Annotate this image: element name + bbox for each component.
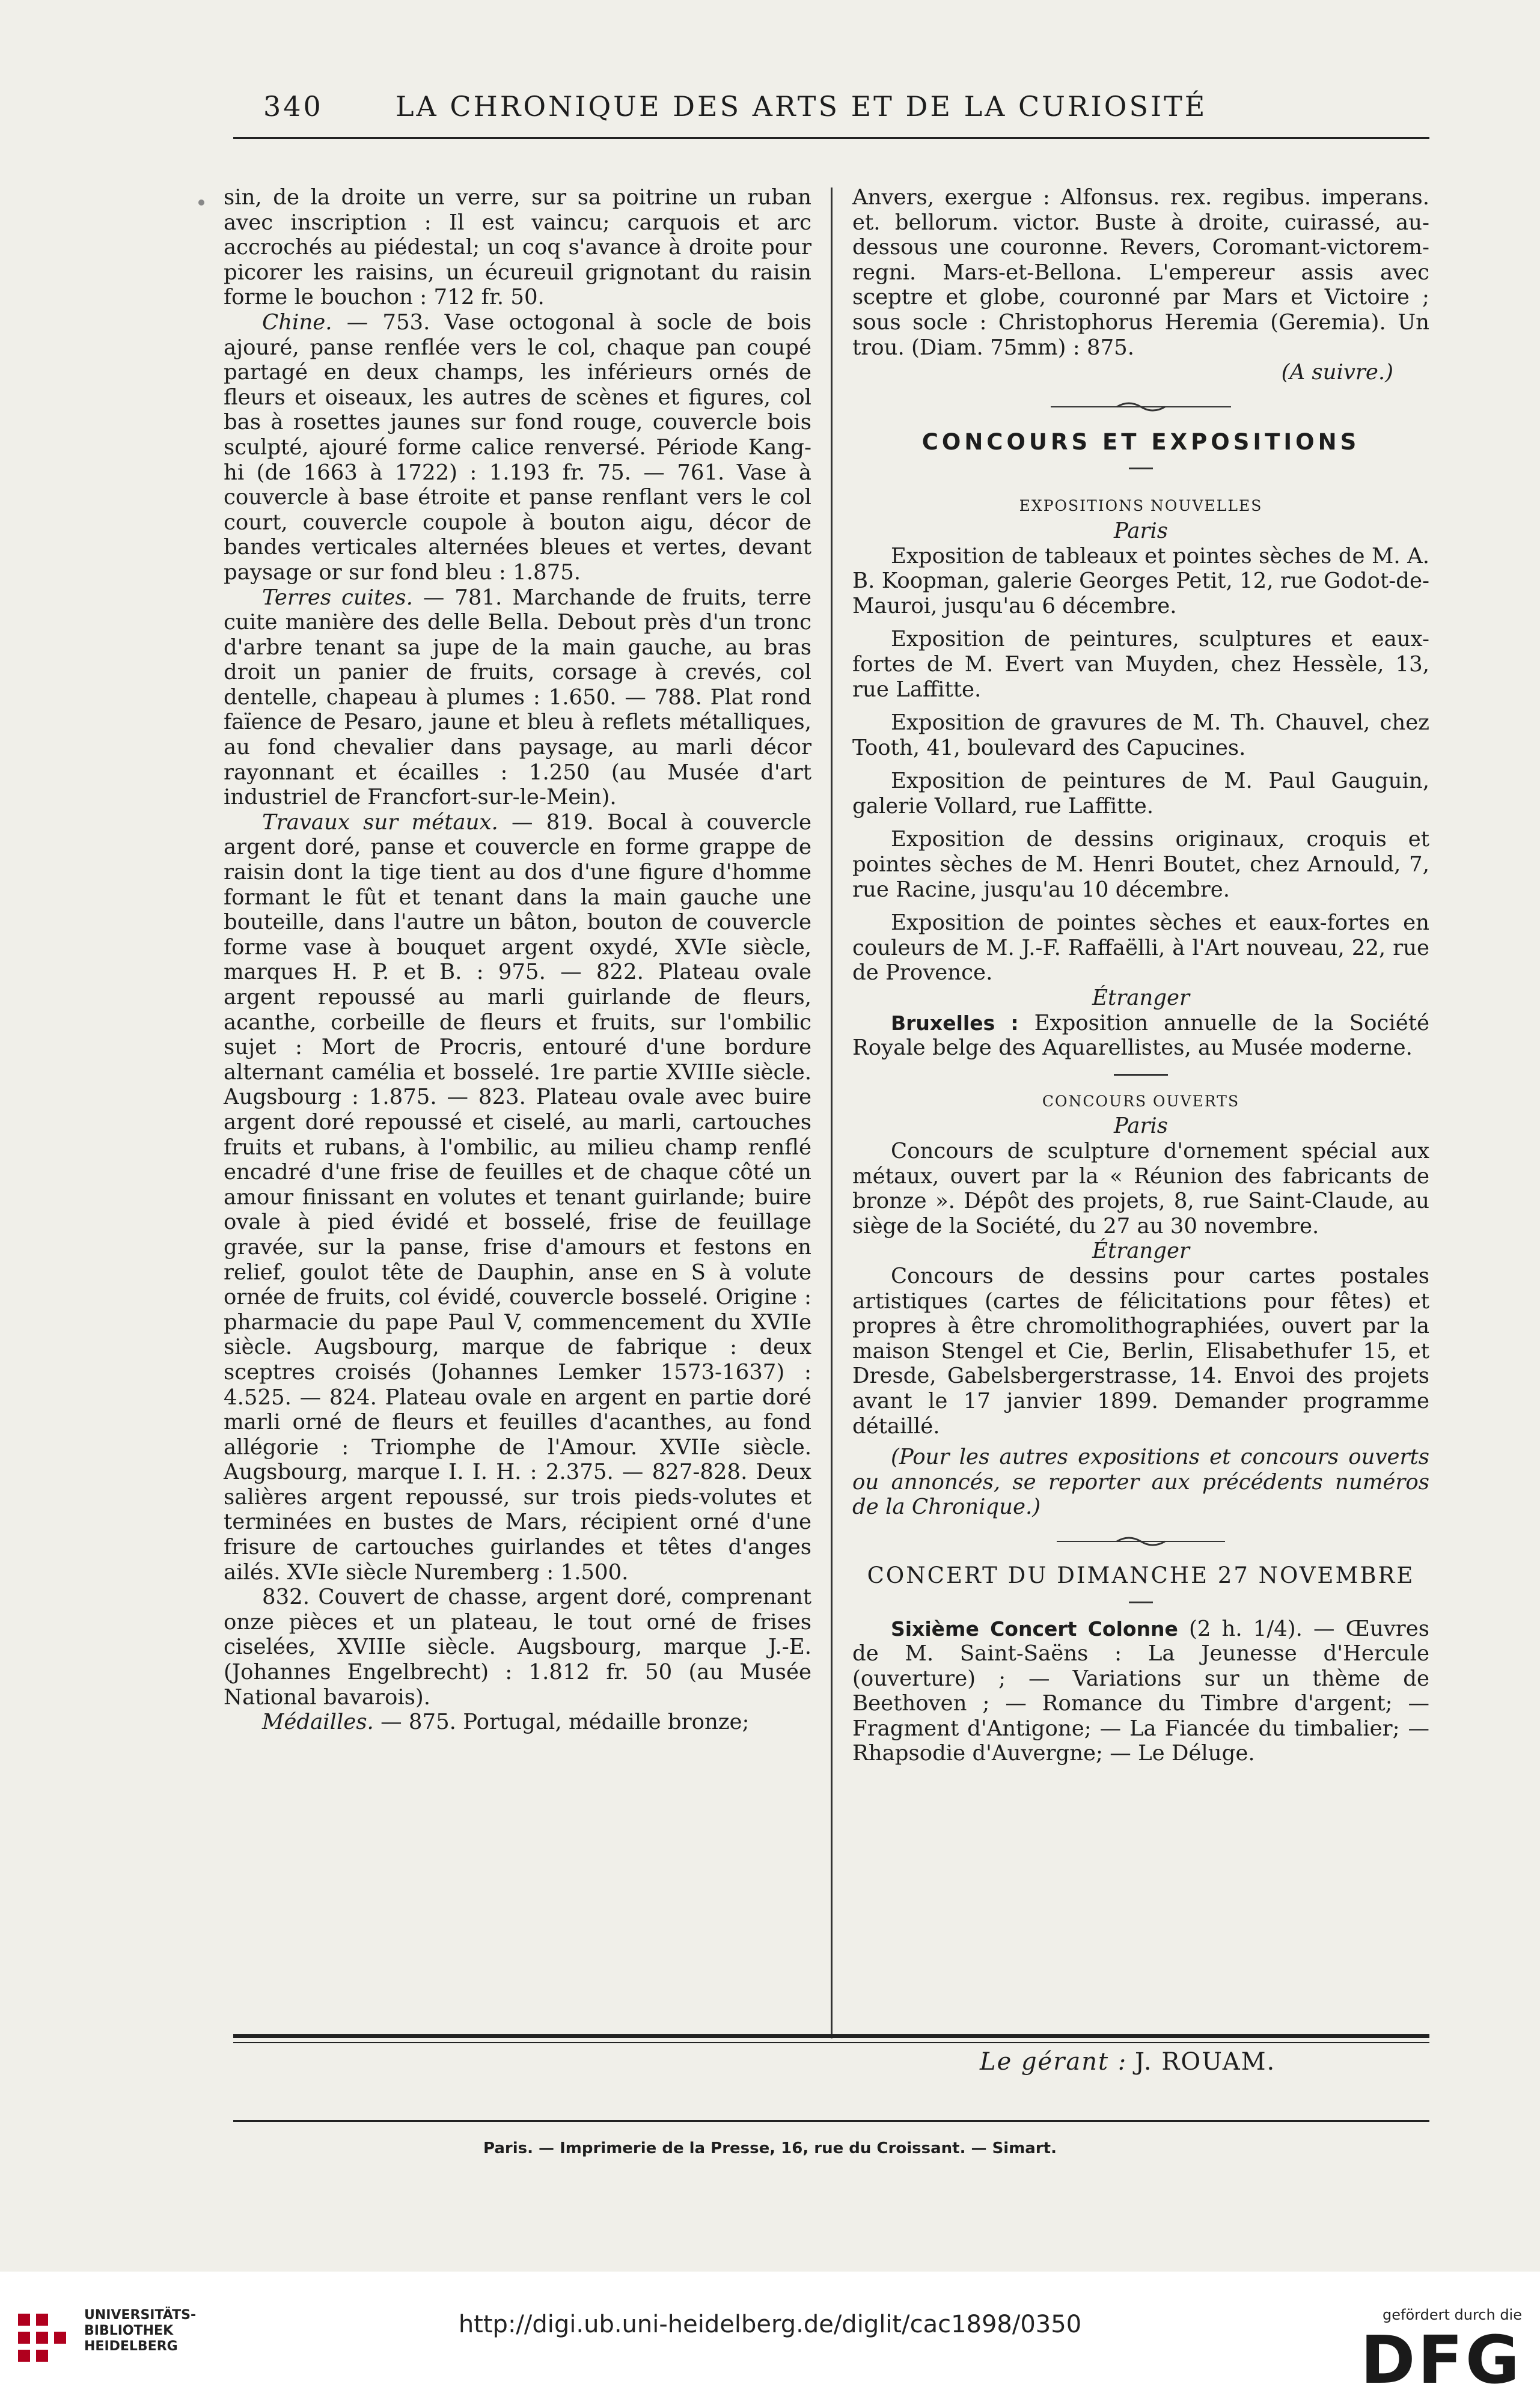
city-head: Étranger xyxy=(1092,1239,1190,1264)
left-paragraph xyxy=(224,310,811,585)
margin-mark xyxy=(198,200,204,206)
paragraph-text: — 781. Marchande de fruits, terre cuite manière des delle Bella. Debout près d'un tronc d'arbre tenant sa jupe de la main gauche, au bras droit un panier de fruits, corsage à crevés, col dentelle, chapeau à plumes : 1.650. — 788. Plat rond faïence de Pesaro, jaune et bleu à reflets métalliques, au fond chevalier dans paysage, au marli décor rayonnant et écailles : 1.250 (au Musée d'art industriel de Francfort-sur-le-Mein). xyxy=(224,585,811,810)
editorial-note: (Pour les autres expositions et concours ouverts ou annoncés, se reporter aux précédents numéros de la Chronique.) xyxy=(852,1445,1429,1520)
institution-line: BIBLIOTHEK xyxy=(84,2323,174,2338)
competition-item: Concours de sculpture d'ornement spécial aux métaux, ouvert par la « Réunion des fabricants de bronze ». Dépôt des projets, 8, rue Saint-Claude, au siège de la Société, du 27 au 30 novembre. xyxy=(852,1139,1429,1239)
paragraph-text: — 819. Bocal à couvercle argent doré, panse et couvercle en forme grappe de raisin dont la tige tient au dos d'une figure d'homme formant le fût et tenant dans la main gauche une bouteille, dans l'autre un bâton, bouton de couvercle forme vase à bouquet argent oxydé, XVIe siècle, marques H. P. et B. : 975. — 822. Plateau ovale argent repoussé au marli guirlande de fleurs, acanthe, corbeille de fleurs et fruits, sur l'ombilic sujet : Mort de Procris, entouré d'une bordure alternant camélia et bosselé. 1re partie XVIIIe siècle. Augsbourg : 1.875. — 823. Plateau ovale avec buire argent doré repoussé et ciselé, au marli, cartouches fruits et rubans, à l'ombilic, au milieu champ renflé encadré d'une frise de feuilles et de chaque côté un amour finissant en volutes et tenant guirlande; buire ovale à pied évidé et bosselé, frise de feuillage gravée, sur la panse, frise d'amours et festons en relief, goulot tête de Dauphin, anse en S à volute ornée de fruits, col évidé, couvercle bosselé. Origine : pharmacie du pape Paul V, commencement du XVIIe siècle. Augsbourg, marque de fabrique : deux sceptres croisés (Johannes Lemker 1573-1637) : 4.525. — 824. Plateau ovale en argent en partie doré marli orné de fleurs et feuilles d'acanthes, au fond allégorie : Triomphe de l'Amour. XVIIe siècle. Augsbourg, marque I. I. H. : 2.375. — 827-828. Deux salières argent repoussé, sur trois pieds-volutes et terminées en bustes de Mars, récipient orné d'une frisure de cartouches guirlandes et têtes d'anges ailés. XVIe siècle Nuremberg : 1.500. xyxy=(224,809,811,1585)
bottom-rule-thick xyxy=(233,2034,1429,2038)
digitization-footer xyxy=(0,2272,1540,2408)
city-head: Étranger xyxy=(1092,986,1190,1011)
gerant-name: J. ROUAM. xyxy=(1134,2048,1276,2076)
paragraph-text: — 753. Vase octogonal à socle de bois ajouré, panse renflée vers le col, chaque pan coupé partagé en deux champs, les inférieurs ornés de fleurs et oiseaux, les autres de scènes et figures, col bas à rosettes jaunes sur fond rouge, couvercle bois sculpté, ajouré forme calice renversé. Période Kang-hi (de 1663 à 1722) : 1.193 fr. 75. — 761. Vase à couvercle à base étroite et panse renflant vers le col court, couvercle coupole à bouton aigu, décor de bandes verticales alternées bleues et vertes, devant paysage or sur fond bleu : 1.875. xyxy=(224,309,811,585)
gerant-label: Le gérant : xyxy=(980,2048,1128,2076)
left-paragraph xyxy=(224,810,811,1585)
left-paragraph xyxy=(224,585,811,810)
exhibition-item xyxy=(852,1011,1429,1061)
exhibition-item: Exposition de pointes sèches et eaux-fortes en couleurs de M. J.-F. Raffaëlli, à l'Art nouveau, 22, rue de Provence. xyxy=(852,910,1429,986)
concert-item xyxy=(852,1617,1429,1767)
exhibition-item: Exposition de dessins originaux, croquis et pointes sèches de M. Henri Boutet, chez Arnould, 7, rue Racine, jusqu'au 10 décembre. xyxy=(852,827,1429,902)
ornament-divider-icon xyxy=(1051,401,1231,413)
section-label: Travaux sur métaux. xyxy=(262,809,498,835)
section-label: Chine. xyxy=(262,309,332,335)
competition-item: Concours de dessins pour cartes postales artistiques (cartes de félicitations pour fêtes) et propres à être chromolithographiées, ouvert par la maison Stengel et Cie, Berlin, Elisabethufer 15, et Dresde, Gabelsbergerstrasse, 14. Envoi des projets avant le 17 janvier 1899. Demander programme détaillé. xyxy=(852,1263,1429,1439)
paragraph-text: Exposition annuelle de la Société Royale belge des Aquarellistes, au Musée moderne. xyxy=(852,1010,1430,1061)
exhibition-item: Exposition de peintures de M. Paul Gauguin, galerie Vollard, rue Laffitte. xyxy=(852,769,1429,818)
funded-by-label: gefördert durch die xyxy=(1383,2306,1522,2323)
section-label: Médailles. xyxy=(262,1710,374,1735)
exhibition-item: Exposition de peintures, sculptures et eaux-fortes de M. Evert van Muyden, chez Hessèle, 13, rue Laffitte. xyxy=(852,627,1429,702)
subsection-head: EXPOSITIONS NOUVELLES xyxy=(1019,497,1263,515)
paragraph-text: — 875. Portugal, médaille bronze; xyxy=(380,1710,750,1735)
exhibition-item: Exposition de tableaux et pointes sèches de M. A. B. Koopman, galerie Georges Petit, 12, rue Godot-de-Mauroi, jusqu'au 6 décembre. xyxy=(852,543,1429,618)
page-number: 340 xyxy=(263,90,323,123)
subsection-head: CONCOURS OUVERTS xyxy=(1042,1092,1240,1110)
paragraph-text: (2 h. 1/4). — Œuvres de M. Saint-Saëns : La Jeunesse d'Hercule (ouverture) ; — Variations sur un thème de Beethoven ; — Romance du Timbre d'argent; — Fragment d'Antigone; — La Fiancée du timbalier; — Rhapsodie d'Auvergne; — Le Déluge. xyxy=(852,1616,1429,1766)
short-rule xyxy=(1129,468,1153,469)
section-title: CONCOURS ET EXPOSITIONS xyxy=(921,428,1360,455)
printer-line: Paris. — Imprimerie de la Presse, 16, rue du Croissant. — Simart. xyxy=(483,2139,1057,2157)
city-head: Paris xyxy=(1114,1114,1168,1139)
section-label: Terres cuites. xyxy=(262,585,413,610)
institution-line: HEIDELBERG xyxy=(84,2339,178,2354)
right-paragraph: Anvers, exergue : Alfonsus. rex. regibus. imperans. et. bellorum. victor. Buste à droite, cuirassé, au-dessous une couronne. Revers, Coromant-victorem-regni. Mars-et-Bellona. L'empereur assis avec sceptre et globe, couronné par Mars et Victoire ; sous socle : Christophorus Heremia (Geremia). Un trou. (Diam. 75mm) : 875. xyxy=(852,185,1429,360)
concert-lead: Sixième Concert Colonne xyxy=(891,1617,1178,1641)
dfg-logo: DFG xyxy=(1360,2321,1522,2398)
ornament-divider-icon xyxy=(1057,1535,1225,1547)
header-rule xyxy=(233,137,1429,139)
left-paragraph: 832. Couvert de chasse, argent doré, comprenant onze pièces et un plateau, le tout orné de frises ciselées, XVIIIe siècle. Augsbourg, marque J.-E. (Johannes Engelbrecht) : 1.812 fr. 50 (au Musée National bavarois). xyxy=(224,1585,811,1710)
left-column xyxy=(224,185,811,1735)
bottom-rule-thin xyxy=(233,2042,1429,2043)
running-title: LA CHRONIQUE DES ARTS ET DE LA CURIOSITÉ xyxy=(396,90,1208,123)
concert-title: CONCERT DU DIMANCHE 27 NOVEMBRE xyxy=(867,1562,1415,1588)
institution-line: UNIVERSITÄTS- xyxy=(84,2308,197,2323)
left-paragraph xyxy=(224,1710,811,1735)
city-name: Bruxelles : xyxy=(891,1011,1019,1035)
left-paragraph: sin, de la droite un verre, sur sa poitrine un ruban avec inscription : Il est vaincu; carquois et arc accrochés au piédestal; un coq s'avance à droite pour picorer les raisins, un écureuil grignotant du raisin forme le bouchon : 712 fr. 50. xyxy=(224,185,811,310)
footer-rule xyxy=(233,2120,1429,2122)
gerant-line xyxy=(980,2048,1276,2076)
short-rule xyxy=(1114,1074,1168,1076)
source-url-link[interactable]: http://digi.ub.uni-heidelberg.de/diglit/cac1898/0350 xyxy=(458,2311,1082,2338)
a-suivre: (A suivre.) xyxy=(1281,360,1393,385)
short-rule xyxy=(1129,1602,1153,1603)
column-divider xyxy=(831,187,833,2038)
right-column xyxy=(852,185,1429,1766)
exhibition-item: Exposition de gravures de M. Th. Chauvel, chez Tooth, 41, boulevard des Capucines. xyxy=(852,710,1429,760)
city-head: Paris xyxy=(1114,518,1168,543)
